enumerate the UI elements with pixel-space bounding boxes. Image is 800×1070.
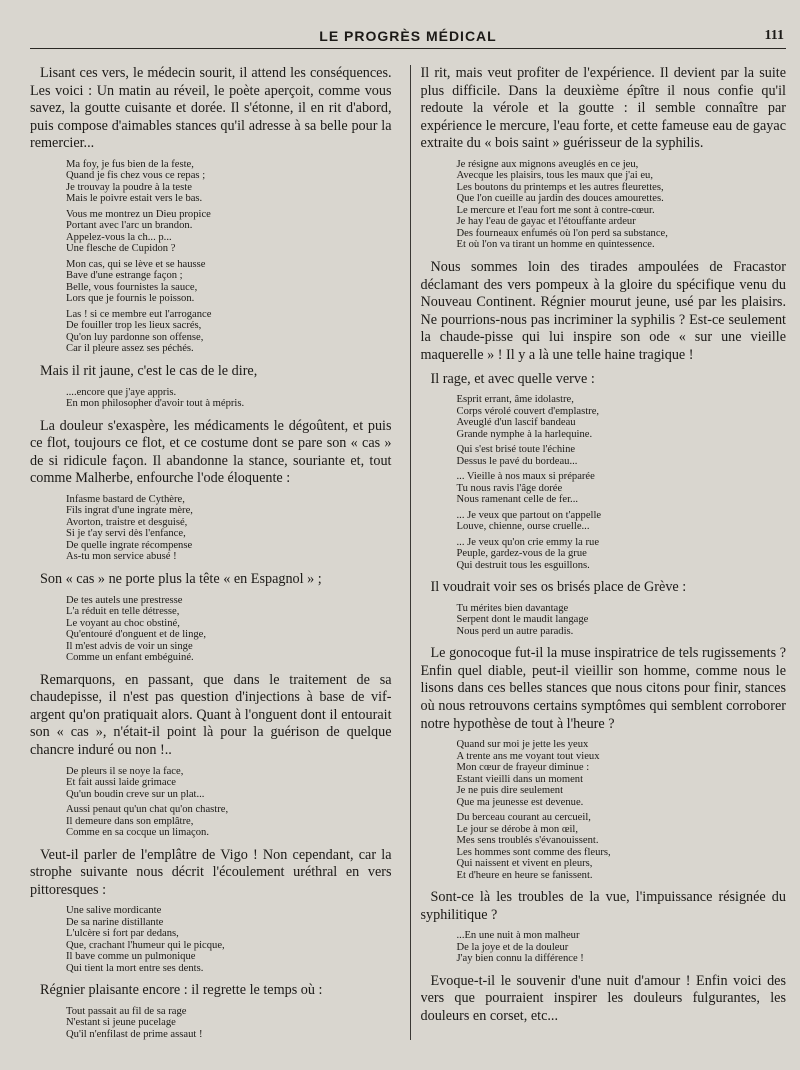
verse-stanza <box>457 444 786 467</box>
body-paragraph: Il rage, et avec quelle verve : <box>430 370 595 387</box>
verse-line: L'a réduit en telle détresse, <box>66 606 180 618</box>
body-paragraph: Il rit, mais veut profiter de l'expérience. Il devient par la suite plus difficile. Dans la deuxième épître il nous confie qu'il redoute la vérole et la goutte : il semble connaître par expérience le mercure, l'eau forte, et cette fameuse eau de gayac extraite du « bois saint » guérisseur de la syphilis. <box>420 65 786 152</box>
verse-quotation <box>66 494 392 563</box>
verse-line: Des fourneaux enfumés où l'on perd sa substance, <box>456 227 668 239</box>
verse-line: Dessus le pavé du bordeau... <box>456 455 578 467</box>
verse-stanza <box>457 739 786 808</box>
verse-line: Belle, vous fournistes la sauce, <box>66 281 198 293</box>
verse-line: As-tu mon service abusé ! <box>66 551 177 563</box>
verse-line: Quand sur moi je jette les yeux <box>456 739 589 751</box>
verse-line: De fouiller trop les lieux sacrés, <box>66 320 202 332</box>
verse-quotation <box>457 394 786 571</box>
body-paragraph: Il voudrait voir ses os brisés place de Grève : <box>430 579 687 596</box>
verse-line: Que ma jeunesse est devenue. <box>456 796 584 808</box>
verse-line: Et fait aussi laide grimace <box>66 777 177 788</box>
verse-line: Ma foy, je fus bien de la feste, <box>66 158 194 170</box>
verse-stanza <box>66 1006 392 1041</box>
verse-quotation <box>457 930 786 965</box>
verse-line: De pleurs il se noye la face, <box>66 765 184 777</box>
body-paragraph: Sont-ce là les troubles de la vue, l'impuissance résignée du syphilitique ? <box>420 889 786 923</box>
verse-line: Qu'on luy pardonne son offense, <box>66 331 204 343</box>
verse-line: Mon cœur de frayeur diminue : <box>456 762 590 774</box>
verse-line: Bave d'une estrange façon ; <box>66 270 183 282</box>
body-paragraph: Régnier plaisante encore : il regrette le temps où : <box>40 982 323 999</box>
verse-line: Fils ingrat d'une ingrate mère, <box>66 505 193 517</box>
verse-line: Qui destruit tous les esguillons. <box>456 559 590 571</box>
verse-line: Aveuglé d'un lascif bandeau <box>456 417 576 429</box>
verse-line: Et où l'on va tirant un homme en quintessence. <box>456 239 655 251</box>
verse-line: Du berceau courant au cercueil, <box>456 812 591 824</box>
verse-line: Il bave comme un pulmonique <box>66 951 196 963</box>
body-paragraph: Son « cas » ne porte plus la tête « en Espagnol » ; <box>40 570 322 587</box>
body-paragraph: Remarquons, en passant, que dans le traitement de sa chaudepisse, il n'est pas question d'injections à base de vif-argent qu'on pratiquait alors. Quant à l'onguent dont il entourait son « cas », n'était-il point là pour la guérison de quelque chancre induré ou non !.. <box>30 671 392 758</box>
verse-line: Je ne puis dire seulement <box>456 785 564 797</box>
verse-line: Il m'est advis de voir un singe <box>66 640 193 652</box>
verse-line: ...En une nuit à mon malheur <box>456 930 580 942</box>
verse-line: En mon philosopher d'avoir tout à mépris. <box>66 398 245 410</box>
body-paragraph: Evoque-t-il le souvenir d'une nuit d'amour ! Enfin voici des vers que pourraient inspirer les douleurs fulgurantes, les douleurs en corset, etc... <box>420 972 786 1025</box>
verse-quotation <box>66 766 392 839</box>
verse-line: Nous perd un autre paradis. <box>456 625 574 637</box>
verse-line: Tu mérites bien davantage <box>456 602 569 614</box>
verse-line: Une flesche de Cupidon ? <box>66 243 176 255</box>
verse-line: Aussi penaut qu'un chat qu'on chastre, <box>66 804 229 815</box>
verse-line: Qui s'est brisé toute l'échine <box>456 444 576 456</box>
verse-line: Louve, chienne, ourse cruelle... <box>456 521 590 533</box>
verse-line: Avecque les plaisirs, tous les maux que j'ai eu, <box>456 170 653 182</box>
verse-line: Car il pleure assez ses péchés. <box>66 343 194 355</box>
column-divider <box>410 65 411 1040</box>
verse-line: Je résigne aux mignons aveuglés en ce jeu, <box>456 158 639 170</box>
verse-stanza <box>457 510 786 533</box>
verse-line: J'ay bien connu la différence ! <box>456 953 584 965</box>
verse-stanza <box>457 394 786 440</box>
verse-line: Mais le poivre estait vers le bas. <box>66 193 203 205</box>
verse-stanza <box>66 494 392 563</box>
verse-line: Que l'on cueille au jardin des douces amourettes. <box>456 193 664 205</box>
verse-line: Portant avec l'arc un brandon. <box>66 220 193 232</box>
verse-stanza <box>66 159 392 205</box>
body-paragraph: Nous sommes loin des tirades ampoulées de Fracastor déclamant des vers pompeux à la gloire du spécifique venu du Nouveau Continent. Régnier mourut jeune, usé par les plaisirs. Ne pourrions-nous pas incriminer la syphilis ? Est-ce seulement la chaude-pisse qui lui inspire son ode « sur une vieille maquerelle » ! Il y a là une telle haine tragique ! <box>420 258 786 363</box>
verse-line: Grande nymphe à la harlequine. <box>456 428 593 440</box>
verse-line: De sa narine distillante <box>66 916 164 928</box>
verse-line: Si je t'ay servi dès l'enfance, <box>66 528 186 540</box>
verse-quotation <box>66 905 392 974</box>
verse-stanza <box>457 537 786 572</box>
verse-line: ... Vieille à nos maux si préparée <box>456 471 595 483</box>
body-paragraph: Le gonocoque fut-il la muse inspiratrice de tels rugissements ? Enfin quel diable, peut-il vieillir son homme, comme nous le lisons dans ces belles stances que nous citons pour finir, stances où nous retrouvons certains symptômes qui semblent corroborer notre hypothèse de tout à l'heure ? <box>420 645 786 732</box>
verse-line: De tes autels une prestresse <box>66 594 183 606</box>
verse-line: Qui tient la mort entre ses dents. <box>66 962 204 974</box>
body-paragraph: La douleur s'exaspère, les médicaments le dégoûtent, et puis ce flot, toujours ce flot, et ce costume dont se pare son « cas » de si ridicule façon. Il abandonne la stance, souriante et, tout comme Malherbe, enfourche l'ode éloquente : <box>30 417 392 487</box>
verse-line: Je hay l'eau de gayac et l'étouffante ardeur <box>456 216 636 228</box>
verse-line: Esprit errant, âme idolastre, <box>456 394 574 406</box>
verse-quotation <box>66 387 392 410</box>
verse-line: Peuple, gardez-vous de la grue <box>456 548 587 560</box>
page-header <box>30 26 786 49</box>
verse-line: Que, crachant l'humeur qui le picque, <box>66 939 225 951</box>
verse-stanza <box>66 766 392 801</box>
verse-line: L'ulcère si fort par dedans, <box>66 928 179 940</box>
verse-line: Il demeure dans son emplâtre, <box>66 815 194 827</box>
verse-line: Estant vieilli dans un moment <box>456 773 584 785</box>
verse-line: Quand je fis chez vous ce repas ; <box>66 170 206 182</box>
body-paragraph: Lisant ces vers, le médecin sourit, il attend les conséquences. Les voici : Un matin au réveil, le poète aperçoit, comme vous savez, la goutte cuisante et dorée. Il s'étonne, il en rit d'abord, puis compose d'aimables stances qu'il adresse à sa belle pour la remercier... <box>30 65 392 152</box>
verse-line: Corps vérolé couvert d'emplastre, <box>456 405 600 417</box>
verse-line: Comme un enfant embéguiné. <box>66 652 194 664</box>
verse-line: Mes sens troublés s'évanouissent. <box>456 835 599 847</box>
verse-line: Qui naissent et vivent en pleurs, <box>456 858 593 870</box>
verse-line: Appelez-vous la ch... p... <box>66 231 172 243</box>
verse-line: Le jour se dérobe à mon œil, <box>456 823 579 835</box>
verse-line: Je trouvay la poudre à la teste <box>66 181 192 193</box>
verse-line: A trente ans me voyant tout vieux <box>456 750 600 762</box>
verse-stanza <box>457 812 786 881</box>
article-body <box>30 65 786 1048</box>
verse-stanza <box>66 905 392 974</box>
verse-stanza <box>66 259 392 305</box>
verse-stanza <box>457 159 786 251</box>
verse-line: De quelle ingrate récompense <box>66 539 193 551</box>
verse-quotation <box>66 595 392 664</box>
journal-title: LE PROGRÈS MÉDICAL <box>319 28 497 44</box>
verse-stanza <box>457 603 786 638</box>
verse-quotation <box>457 603 786 638</box>
verse-stanza <box>457 930 786 965</box>
verse-line: Une salive mordicante <box>66 905 162 917</box>
verse-stanza <box>66 309 392 355</box>
verse-line: Tu nous ravis l'âge dorée <box>456 482 563 494</box>
right-column <box>421 65 786 1048</box>
verse-quotation <box>457 159 786 251</box>
verse-line: ....encore que j'aye appris. <box>66 386 177 398</box>
verse-line: Le voyant au choc obstiné, <box>66 617 180 629</box>
verse-line: Nous ramenant celle de fer... <box>456 494 578 506</box>
verse-line: Comme en sa cocque un limaçon. <box>66 827 209 838</box>
page-number: 111 <box>764 28 784 43</box>
verse-quotation <box>66 159 392 355</box>
verse-stanza <box>66 804 392 839</box>
left-column <box>30 65 400 1048</box>
verse-line: ... Je veux qu'on crie emmy la rue <box>456 536 600 548</box>
verse-line: ... Je veux que partout on t'appelle <box>456 509 602 521</box>
verse-stanza <box>66 387 392 410</box>
verse-stanza <box>66 209 392 255</box>
verse-line: Serpent dont le maudit langage <box>456 614 589 626</box>
verse-line: Mon cas, qui se lève et se hausse <box>66 258 206 270</box>
body-paragraph: Mais il rit jaune, c'est le cas de le dire, <box>40 362 258 379</box>
verse-line: Qu'il n'enfilast de prime assaut ! <box>66 1028 203 1040</box>
verse-line: Le mercure et l'eau fort me sont à contre-cœur. <box>456 204 655 216</box>
verse-stanza <box>457 471 786 506</box>
body-paragraph: Veut-il parler de l'emplâtre de Vigo ! Non cependant, car la strophe suivante nous décrit l'écoulement uréthral en vers pittoresques : <box>30 846 392 898</box>
verse-stanza <box>66 595 392 664</box>
verse-line: Tout passait au fil de sa rage <box>66 1005 187 1017</box>
verse-line: Vous me montrez un Dieu propice <box>66 208 211 220</box>
verse-quotation <box>66 1006 392 1041</box>
verse-line: De la joye et de la douleur <box>456 941 569 953</box>
verse-line: Infasme bastard de Cythère, <box>66 493 185 505</box>
verse-quotation <box>457 739 786 881</box>
verse-line: Les hommes sont comme des fleurs, <box>456 846 611 858</box>
verse-line: Avorton, traistre et desguisé, <box>66 516 188 528</box>
verse-line: Qu'un boudin creve sur un plat... <box>66 788 205 800</box>
verse-line: N'estant si jeune pucelage <box>66 1017 176 1029</box>
verse-line: Las ! si ce membre eut l'arrogance <box>66 308 212 320</box>
verse-line: Les boutons du printemps et les autres fleurettes, <box>456 181 664 193</box>
verse-line: Qu'entouré d'onguent et de linge, <box>66 629 207 641</box>
verse-line: Et d'heure en heure se fanissent. <box>456 869 593 881</box>
verse-line: Lors que je fournis le poisson. <box>66 293 195 305</box>
